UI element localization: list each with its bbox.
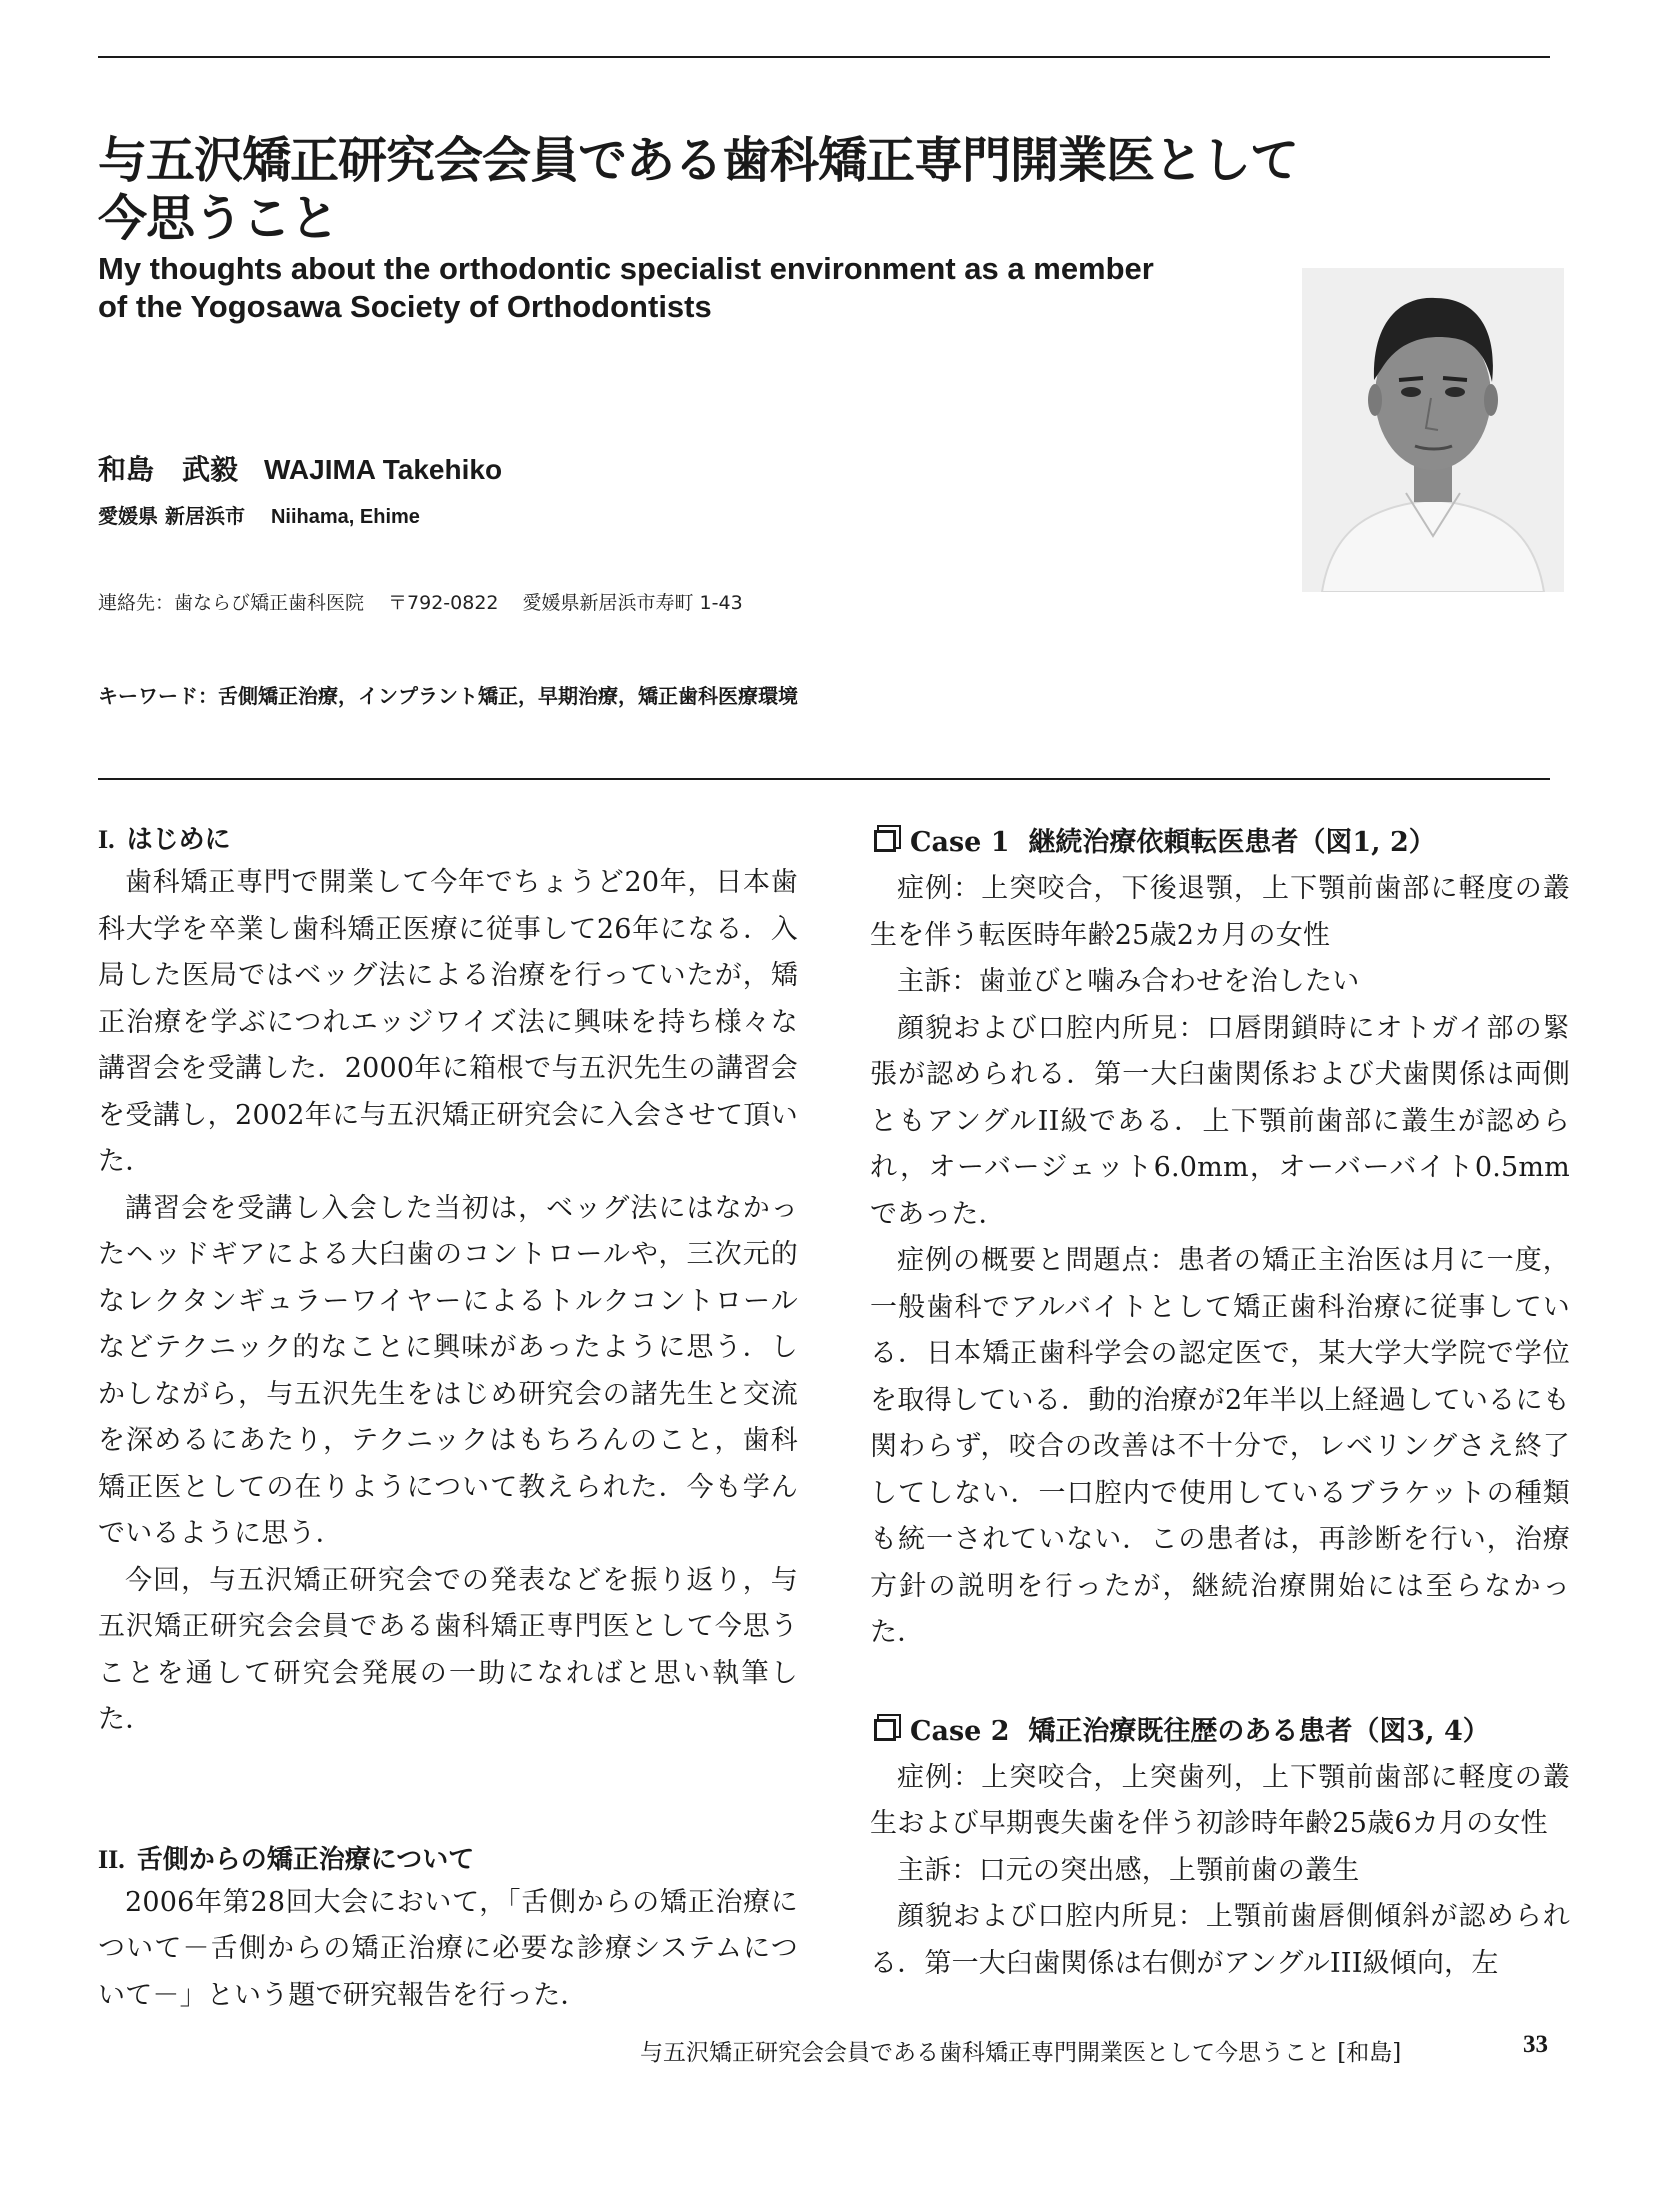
paragraph: 講習会を受講し入会した当初は，ベッグ法にはなかったヘッドギアによる大臼歯のコントロールや，三次元的なレクタンギュラーワイヤーによるトルクコントロールなどテクニック的なことに興味があったように思う．しかしながら，与五沢先生をはじめ研究会の諸先生と交流を深めるにあたり，テクニックはもちろんのこと，歯科矯正医としての在りようについて教えられた．今も学んでいるように思う． xyxy=(98,1192,798,1549)
affiliation-en: Niihama, Ehime xyxy=(270,506,420,528)
section-title: 舌側からの矯正治療について xyxy=(136,1844,475,1875)
article-title-ja xyxy=(98,132,1398,248)
paragraph: 顔貌および口腔内所見：上顎前歯唇側傾斜が認められる．第一大臼歯関係は右側がアングルIII級傾向，左 xyxy=(870,1901,1570,1979)
paragraph: 主訴：歯並びと噛み合わせを治したい xyxy=(897,966,1360,997)
paragraph: 2006年第28回大会において，「舌側からの矯正治療について－舌側からの矯正治療に必要な診療システムについて－」という題で研究報告を行った． xyxy=(98,1886,798,2011)
paragraph: 歯科矯正専門で開業して今年でちょうど20年，日本歯科大学を卒業し歯科矯正医療に従事して26年になる．入局した医局ではベッグ法による治療を行っていたが，矯正治療を学ぶにつれエッジワイズ法に興味を持ち様々な講習会を受講した．2000年に箱根で与五沢先生の講習会を受講し，2002年に与五沢矯正研究会に入会させて頂いた． xyxy=(98,867,798,1177)
author-photo xyxy=(1302,268,1564,592)
article-title-en xyxy=(98,250,1248,326)
paragraph: 症例の概要と問題点：患者の矯正主治医は月に一度，一般歯科でアルバイトとして矯正歯科治療に従事している．日本矯正歯科学会の認定医で，某大学大学院で学位を取得している．動的治療が2年半以上経過しているにも関わらず，咬合の改善は不十分で，レベリングさえ終了してしない．一口腔内で使用しているブラケットの種類も統一されていない．この患者は，再診断を行い，治療方針の説明を行ったが，継続治療開始には至らなかった． xyxy=(870,1245,1570,1648)
author-name-en: WAJIMA Takehiko xyxy=(264,454,503,485)
checkbox-square-icon xyxy=(874,1719,896,1741)
running-footer-title: 与五沢矯正研究会会員である歯科矯正専門開業医として今思うこと [和島] xyxy=(640,2040,1402,2066)
top-rule xyxy=(98,56,1550,58)
figure-ref: （図3, 4） xyxy=(1352,1715,1490,1747)
section-number: I. xyxy=(98,825,115,854)
case-title: 矯正治療既往歴のある患者 xyxy=(1028,1715,1353,1747)
paragraph: 症例：上突咬合，上突歯列，上下顎前歯部に軽度の叢生および早期喪失歯を伴う初診時年齢25歳6カ月の女性 xyxy=(870,1761,1570,1839)
title-en-line2: of the Yogosawa Society of Orthodontists xyxy=(98,289,712,324)
case-label: Case 2 xyxy=(910,1715,1010,1747)
left-column xyxy=(98,820,798,2019)
title-ja-line1: 与五沢矯正研究会会員である歯科矯正専門開業医として xyxy=(98,132,1299,189)
figure-ref: （図1, 2） xyxy=(1298,827,1436,858)
paragraph: 今回，与五沢矯正研究会での発表などを振り返り，与五沢矯正研究会会員である歯科矯正専門医として今思うことを通して研究会発展の一助になればと思い執筆した． xyxy=(98,1564,798,1735)
right-column xyxy=(870,820,1570,1987)
paragraph: 主訴：口元の突出感，上顎前歯の叢生 xyxy=(897,1854,1360,1886)
header-divider xyxy=(98,778,1550,780)
case-2-heading xyxy=(870,1709,1570,1755)
author-affiliation xyxy=(98,500,420,529)
author-name xyxy=(98,448,502,488)
contact-line xyxy=(98,588,767,615)
contact-label: 連絡先：歯ならび矯正歯科医院 xyxy=(98,592,365,614)
paragraph: 顔貌および口腔内所見：口唇閉鎖時にオトガイ部の緊張が認められる．第一大臼歯関係および犬歯関係は両側ともアングルII級である．上下顎前歯部に叢生が認められ，オーバージェット6.0mm，オーバーバイト0.5mmであった． xyxy=(870,1012,1570,1230)
title-en-line1: My thoughts about the orthodontic specialist environment as a member xyxy=(98,251,1154,286)
case-1-heading xyxy=(870,820,1570,866)
case-label: Case 1 xyxy=(910,827,1010,858)
affiliation-ja: 愛媛県 新居浜市 xyxy=(98,504,245,528)
author-name-ja: 和島 武毅 xyxy=(98,453,239,486)
contact-address: 愛媛県新居浜市寿町 1-43 xyxy=(522,592,743,614)
checkbox-square-icon xyxy=(874,830,896,852)
section-title: はじめに xyxy=(126,825,231,855)
title-ja-line2: 今思うこと xyxy=(98,190,339,247)
section-number: II. xyxy=(98,1844,125,1874)
page-number: 33 xyxy=(1523,2031,1548,2058)
author-portrait-icon xyxy=(1302,268,1564,592)
case-title: 継続治療依頼転医患者 xyxy=(1028,827,1299,858)
section-heading-2 xyxy=(98,1840,798,1880)
section-heading-1 xyxy=(98,820,798,860)
keywords: キーワード：舌側矯正治療，インプラント矯正，早期治療，矯正歯科医療環境 xyxy=(98,684,798,708)
contact-postal: 〒792-0822 xyxy=(388,592,499,614)
paragraph: 症例：上突咬合，下後退顎，上下顎前歯部に軽度の叢生を伴う転医時年齢25歳2カ月の女性 xyxy=(870,873,1570,951)
